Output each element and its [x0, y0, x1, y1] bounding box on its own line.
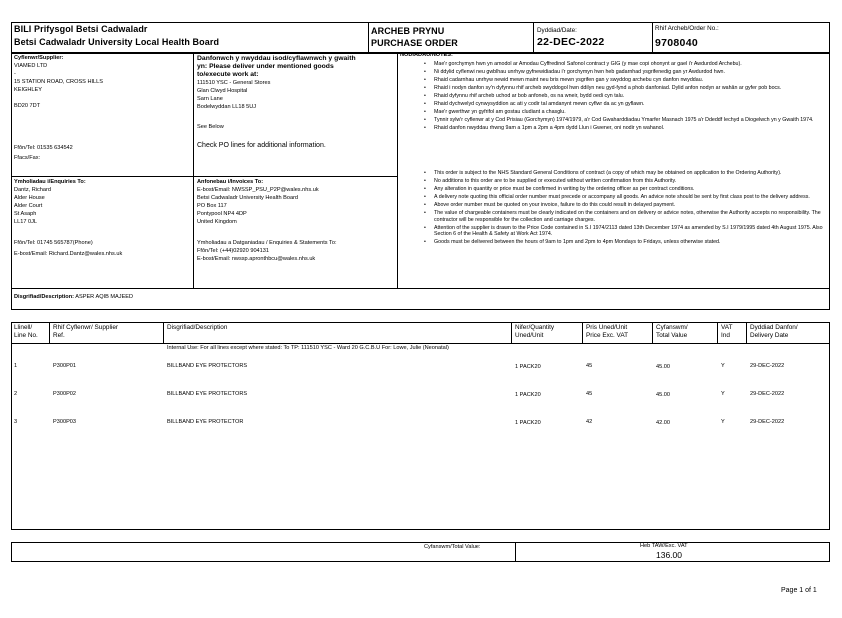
- row-1-total: 45.00: [656, 364, 670, 370]
- col-header-line: [14, 324, 38, 340]
- col-header-quantity-top: Nifer/Quantity: [515, 324, 555, 331]
- enquiries-phone: Ffôn/Tel: 01745 565787(Phone): [14, 240, 93, 246]
- notes-label: NODIADAU/NOTES:: [400, 52, 453, 58]
- enquiries-line: Alder House: [14, 195, 45, 201]
- enquiries-line: Alder Court: [14, 203, 43, 209]
- col-header-description: [167, 324, 227, 332]
- note-item: • Rhaid cadarnhau unrhyw newid mewn maint neu bris mewn ysgrifen gan y swyddog archebu cyn danfon nwyddau.: [400, 77, 826, 83]
- row-2-ref: P300P02: [53, 391, 77, 397]
- col-header-ref: [53, 324, 118, 340]
- table-col-divider: [49, 322, 50, 343]
- doc-title-english: PURCHASE ORDER: [371, 38, 458, 48]
- col-header-delivery-date: [750, 324, 798, 340]
- col-header-line-top: Llinell/: [14, 324, 33, 331]
- total-box: [11, 542, 830, 562]
- total-box-divider: [515, 542, 516, 562]
- header-divider-3: [652, 22, 653, 53]
- col-header-delivery-date-bottom: Delivery Date: [750, 332, 789, 339]
- notes-english-list: [400, 170, 826, 247]
- note-item: • Above order number must be quoted on your invoice, failure to do this could result in delayed payment.: [400, 202, 826, 208]
- notes-welsh-list: [400, 61, 826, 133]
- note-item: • No additions to this order are to be supplied or executed without written confirmation from this Authority.: [400, 178, 826, 184]
- enquiries-block: [14, 179, 86, 227]
- invoices-block: [197, 179, 319, 227]
- note-item: • The value of chargeable containers must be clearly indicated on the containers and on delivery or advice notes, otherwise the Authority accepts no responsibility. The contractor will be responsible for the collection and carriage charges.: [400, 210, 826, 223]
- statements-label: Ymholiadau a Datganiadau / Enquiries & Statements To:: [197, 240, 337, 246]
- row-3-ref: P300P03: [53, 419, 77, 425]
- supplier-line: VIAMED LTD: [14, 63, 48, 69]
- table-col-divider: [746, 322, 747, 343]
- col-header-vat-top: VAT: [721, 324, 733, 331]
- enquiries-email[interactable]: E-bost/Email: Richard.Dantz@wales.nhs.uk: [14, 251, 123, 257]
- row-1-delivery-date: 29-DEC-2022: [750, 363, 785, 369]
- invoices-line: United Kingdom: [197, 219, 237, 225]
- supplier-label: Cyflenwr/Supplier:: [14, 55, 64, 61]
- description-row: [14, 294, 133, 301]
- col-header-description-top: Disgrifiad/Description: [167, 324, 228, 331]
- table-col-divider: [582, 322, 583, 343]
- total-vat-label: Heb TAW/Exc. VAT: [640, 543, 688, 549]
- total-value: 136.00: [656, 550, 682, 560]
- doc-title-welsh: ARCHEB PRYNU: [371, 26, 445, 36]
- delivery-address-line: 111510 YSC - General Stores: [197, 80, 271, 86]
- row-3-vat: Y: [721, 419, 725, 425]
- enquiries-line: Dantz, Richard: [14, 187, 51, 193]
- col-header-vat-bottom: Ind: [721, 332, 730, 339]
- row-2-quantity: 1 PACK20: [515, 392, 541, 398]
- supplier-fax: Ffacs/Fax:: [14, 155, 41, 161]
- delivery-heading-line: Danfonwch y nwyddau isod/cyflawnwch y gwaith: [197, 55, 356, 62]
- delivery-see-below: See Below: [197, 124, 224, 130]
- col-header-vat: [721, 324, 732, 340]
- row-3-description: BILLBAND EYE PROTECTOR: [167, 419, 244, 425]
- delivery-address-line: Sarn Lane: [197, 96, 223, 102]
- table-col-divider: [717, 322, 718, 343]
- line-items-table: [11, 322, 830, 530]
- note-item: • Any alteration in quantity or price must be confirmed in writing by the ordering officer as per contract conditions.: [400, 186, 826, 192]
- row-1-vat: Y: [721, 363, 725, 369]
- enquiries-label: Ymholiadau i/Enquiries To:: [14, 179, 86, 185]
- invoices-line: Pontypool NP4 4DP: [197, 211, 247, 217]
- col-header-line-bottom: Line No.: [14, 332, 38, 339]
- row-1-line: 1: [14, 363, 18, 369]
- supplier-block: [14, 55, 192, 111]
- note-item: • Mae'r gorchymyn hwn yn amodol ar Amodau Cyffredinol Safonol contract y GIG (y mae copi ohonynt ar gael i'r Awdurdod Archebu).: [400, 61, 826, 67]
- row-2-description: BILLBAND EYE PROTECTORS: [167, 391, 248, 397]
- col-header-ref-top: Rhif Cyflenwr/ Supplier: [53, 324, 118, 331]
- col-header-ref-bottom: Ref.: [53, 332, 65, 339]
- details-col-divider-2: [397, 53, 398, 288]
- order-number: 9708040: [655, 37, 698, 49]
- statements-phone: Ffôn/Tel: (+44)02920 904131: [197, 248, 269, 254]
- enquiries-line: St Asaph: [14, 211, 37, 217]
- note-item: • Rhaid i nodyn danfon sy'n dyfynnu rhif archeb swyddogol hwn ddilyn neu gyd-fynd a phob danfoniad. Dylid anfon nodyn ar wahân ar gyfer pob bocs.: [400, 85, 826, 91]
- org-name-english: Betsi Cadwaladr University Local Health Board: [14, 37, 220, 47]
- row-2-total: 45.00: [656, 392, 670, 398]
- order-number-label: Rhif Archeb/Order No.:: [655, 25, 719, 32]
- row-1-price: 45: [586, 363, 593, 369]
- row-3-line: 3: [14, 419, 18, 425]
- note-item: • This order is subject to the NHS Standard General Conditions of contract (a copy of which may be obtained on application to the Ordering Authority).: [400, 170, 826, 176]
- invoices-line: E-bost/Email: NWSSP_PSU_P2P@wales.nhs.uk: [197, 187, 319, 193]
- delivery-address-line: Bodelwyddan LL18 5UJ: [197, 104, 257, 110]
- table-col-divider: [511, 322, 512, 343]
- supplier-phone: Ffôn/Tel: 01535 634542: [14, 145, 73, 151]
- note-item: • Rhaid dyfynnu rhif archeb uchod ar bob anfoneb, os na wneir, bydd oedi cyn talu.: [400, 93, 826, 99]
- page-number: Page 1 of 1: [781, 587, 817, 594]
- supplier-line: 15 STATION ROAD, CROSS HILLS: [14, 79, 104, 85]
- table-header-divider: [11, 343, 830, 344]
- total-label: Cyfanswm/Total Value:: [424, 544, 481, 550]
- note-item: • Rhaid danfon nwyddau rhwng 9am a 1pm a 2pm a 4pm dydd Llun i Gwener, oni nodir yn wahanol.: [400, 125, 826, 131]
- invoices-line: PO Box 117: [197, 203, 227, 209]
- delivery-heading: [197, 55, 356, 79]
- org-name-welsh: BILI Prifysgol Betsi Cadwaladr: [14, 24, 148, 34]
- note-item: • Mae'r gwerthwr yn gyfrifol am gostau cludiant a chasglu.: [400, 109, 826, 115]
- delivery-address: [197, 80, 270, 112]
- supplier-line: [14, 95, 192, 103]
- order-date: 22-DEC-2022: [537, 36, 605, 48]
- description-value: ASPER AQIB MAJEED: [75, 294, 134, 300]
- header-divider-1: [368, 22, 369, 53]
- supplier-line: BD20 7DT: [14, 103, 41, 109]
- delivery-check-po: Check PO lines for additional information.: [197, 142, 326, 149]
- col-header-total-bottom: Total Value: [656, 332, 688, 339]
- col-header-price-bottom: Price Exc. VAT: [586, 332, 629, 339]
- col-header-delivery-date-top: Dyddiad Danfon/: [750, 324, 798, 331]
- note-item: • A delivery note quoting this official order number must precede or accompany all goods. An advice note should be sent by first class post to the delivery address.: [400, 194, 826, 200]
- delivery-heading-line: yn: Please deliver under mentioned goods: [197, 63, 334, 70]
- details-row-divider: [11, 176, 397, 177]
- details-col-divider-1: [193, 53, 194, 288]
- row-2-line: 2: [14, 391, 18, 397]
- row-1-ref: P300P01: [53, 363, 77, 369]
- delivery-heading-line: to/execute work at:: [197, 71, 259, 78]
- col-header-quantity: [515, 324, 554, 340]
- row-3-total: 42.00: [656, 420, 670, 426]
- row-1-quantity: 1 PACK20: [515, 364, 541, 370]
- supplier-line: KEIGHLEY: [14, 87, 42, 93]
- statements-block: [197, 240, 337, 264]
- description-label: Disgrifiad/Description:: [14, 294, 74, 300]
- row-3-delivery-date: 29-DEC-2022: [750, 419, 785, 425]
- supplier-line: -: [14, 71, 16, 77]
- note-item: • Ni ddylid cyflenwi neu gwblhau unrhyw gyfnewidiadau i'r gorchymyn hwn heb gadarnhad ysgrifenedig gan yr Awdurdod hwn.: [400, 69, 826, 75]
- table-col-divider: [652, 322, 653, 343]
- enquiries-line: LL17 0JL: [14, 219, 38, 225]
- col-header-quantity-bottom: Uned/Unit: [515, 332, 544, 339]
- note-item: • Goods must be delivered between the hours of 9am to 1pm and 2pm to 4pm Mondays to Fridays, unless otherwise stated.: [400, 239, 826, 245]
- row-2-price: 45: [586, 391, 593, 397]
- note-item: • Tynnir sylw'r cyflenwr at y Cod Prisiau (Gorchymyn) 1974/1979, a'r Cod Gwaharddiadau Ymarfer Masnach 1975 a'r Ddeddf Iechyd a Diogelwch yn y Gwaith 1974.: [400, 117, 826, 123]
- table-col-divider: [163, 322, 164, 343]
- date-label: Dyddiad/Date:: [537, 27, 577, 34]
- delivery-address-line: Glan Clwyd Hospital: [197, 88, 248, 94]
- statements-email[interactable]: E-bost/Email: nwssp.apronthbcu@wales.nhs.uk: [197, 256, 316, 262]
- row-3-price: 42: [586, 419, 593, 425]
- row-2-delivery-date: 29-DEC-2022: [750, 391, 785, 397]
- col-header-total: [656, 324, 688, 340]
- row-2-vat: Y: [721, 391, 725, 397]
- col-header-price-top: Pris Uned/Unit: [586, 324, 628, 331]
- note-item: • Attention of the supplier is drawn to the Price Code contained in S.I 1974/2113 dated 13th December 1974 as amended by S.I 1979/1995 dated 4th August 1975. Also Section 6 of the Health & Safety at Work Act 1974.: [400, 225, 826, 238]
- header-divider-2: [533, 22, 534, 53]
- col-header-price: [586, 324, 628, 340]
- row-3-quantity: 1 PACK20: [515, 420, 541, 426]
- note-item: • Rhaid dychwelyd cynwysyddion ac ati y codir tal amdanynt mewn cyflwr da ac yn gyflawn.: [400, 101, 826, 107]
- internal-use-note: Internal Use: For all lines except where stated: To TP: 111510 YSC - Ward 20 G.C.B.U For: Lowe, Julie (Neonatal): [167, 345, 449, 351]
- invoices-label: Anfonebau i/Invoices To:: [197, 179, 264, 185]
- description-row-divider: [11, 288, 830, 289]
- row-1-description: BILLBAND EYE PROTECTORS: [167, 363, 248, 369]
- invoices-line: Betsi Cadwaladr University Health Board: [197, 195, 299, 201]
- col-header-total-top: Cyfanswm/: [656, 324, 688, 331]
